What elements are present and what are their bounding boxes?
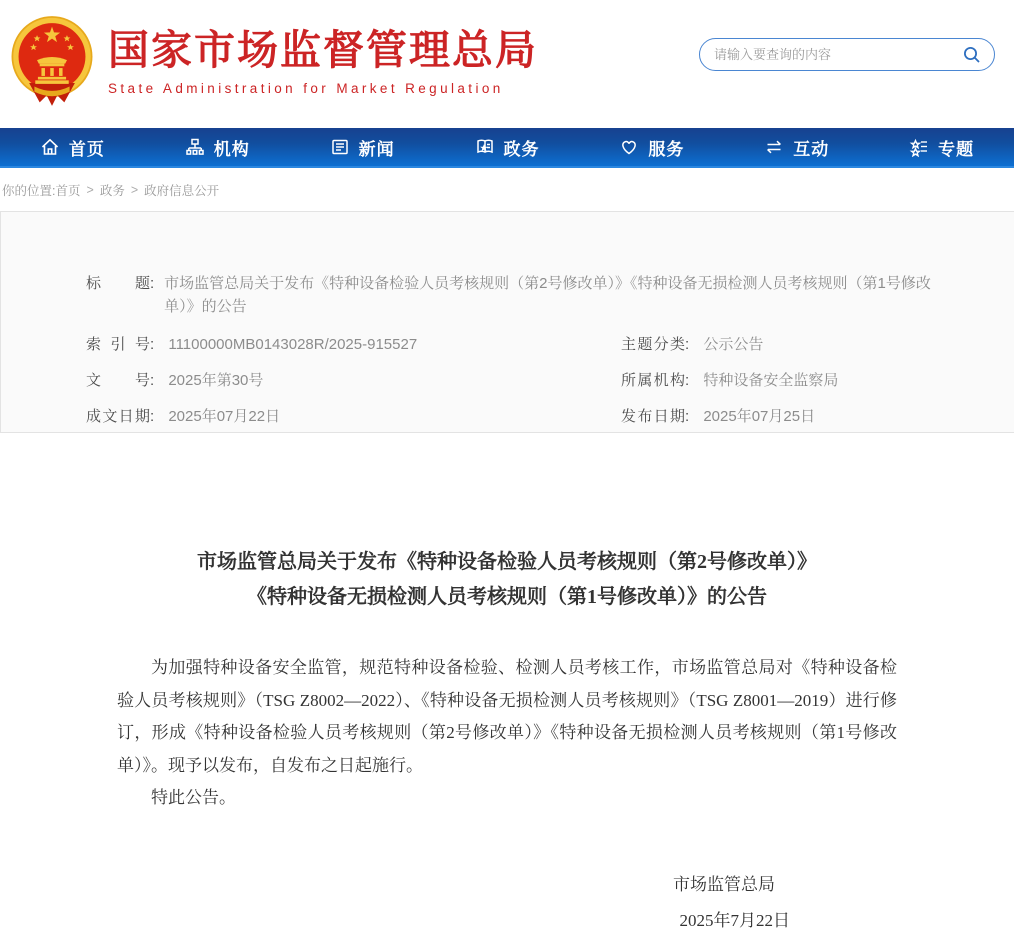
meta-row-title: 标题 : 市场监管总局关于发布《特种设备检验人员考核规则（第2号修改单）》《特种设备无损检测人员考核规则（第1号修改单）》的公告 [86, 272, 954, 318]
meta-value-written-date: 2025年07月22日 [168, 408, 281, 425]
nav-item-home[interactable] [0, 128, 145, 166]
breadcrumb-link-home[interactable]: 首页 [55, 183, 81, 198]
heart-icon [619, 137, 639, 157]
nav-label: 机构 [213, 139, 250, 159]
meta-label-title: 标题 [86, 275, 150, 292]
nav-label: 新闻 [358, 139, 395, 159]
nav-item-services[interactable] [579, 128, 724, 166]
meta-label-index-no: 索引号 [86, 336, 150, 353]
article-body [117, 652, 897, 815]
breadcrumb-prefix: 你的位置: [2, 183, 56, 198]
breadcrumb-separator: > [130, 182, 139, 197]
magnifier-icon [962, 45, 982, 65]
article-title [117, 545, 897, 615]
exchange-arrows-icon [764, 137, 784, 157]
search-button[interactable] [960, 43, 984, 67]
meta-label-topic: 主题分类 [621, 336, 685, 353]
nav-item-gov-affairs[interactable] [435, 128, 580, 166]
article-paragraph: 为加强特种设备安全监管，规范特种设备检验、检测人员考核工作，市场监管总局对《特种设备检验人员考核规则》（TSG Z8002—2022）、《特种设备无损检测人员考核规则》（TSG Z8001—2019）进行修订，形成《特种设备检验人员考核规则（第2号修改单）》《特种设备无损检测人员考核规则（第1号修改单）》。现予以发布，自发布之日起施行。 [117, 658, 897, 775]
article-title-line-1: 市场监管总局关于发布《特种设备检验人员考核规则（第2号修改单）》 [197, 551, 817, 573]
breadcrumb-link-info-disclosure[interactable]: 政府信息公开 [144, 183, 220, 198]
meta-value-index-no: 11100000MB0143028R/2025-915527 [168, 336, 418, 353]
nav-label: 互动 [793, 139, 830, 159]
meta-label-agency: 所属机构 [621, 372, 685, 389]
site-header [0, 0, 1014, 128]
meta-label-publish-date: 发布日期 [621, 408, 685, 425]
breadcrumb-link-gov[interactable]: 政务 [99, 183, 125, 198]
nav-label: 政务 [503, 139, 540, 159]
meta-value-title: 市场监管总局关于发布《特种设备检验人员考核规则（第2号修改单）》《特种设备无损检测人员考核规则（第1号修改单）》的公告 [164, 275, 931, 315]
article-signature [117, 873, 897, 933]
nav-item-interact[interactable] [724, 128, 869, 166]
breadcrumb [0, 168, 1014, 211]
meta-row-3: 成文日期: 2025年07月22日 发布日期: 2025年07月25日 [86, 408, 816, 425]
newspaper-icon [330, 137, 350, 157]
signature-org: 市场监管总局 [673, 874, 775, 894]
gov-affairs-icon [475, 137, 495, 157]
meta-value-doc-no: 2025年第30号 [168, 372, 264, 389]
article-paragraph: 特此公告。 [151, 788, 236, 807]
site-subtitle-en: State Administration for Market Regulation [108, 80, 504, 96]
meta-value-publish-date: 2025年07月25日 [703, 408, 816, 425]
site-title: 国家市场监督管理总局 [108, 26, 538, 73]
meta-label-written-date: 成文日期 [86, 408, 150, 425]
star-list-icon [909, 137, 929, 157]
nav-item-topics[interactable] [869, 128, 1014, 166]
signature-date: 2025年7月22日 [679, 910, 790, 930]
meta-row-1: 索引号: 11100000MB0143028R/2025-915527 主题分类: 公示公告 [86, 336, 764, 353]
article-title-line-2: 《特种设备无损检测人员考核规则（第1号修改单）》的公告 [247, 586, 767, 608]
search-input[interactable] [714, 47, 960, 62]
home-icon [40, 137, 60, 157]
document-meta-panel [0, 211, 1014, 433]
meta-label-doc-no: 文号 [86, 372, 150, 389]
sitemap-icon [185, 137, 205, 157]
nav-item-orgs[interactable] [145, 128, 290, 166]
main-nav [0, 128, 1014, 168]
national-emblem-logo[interactable] [8, 14, 96, 108]
article [117, 433, 897, 933]
meta-value-agency: 特种设备安全监察局 [703, 372, 839, 389]
meta-row-2: 文号: 2025年第30号 所属机构: 特种设备安全监察局 [86, 372, 839, 389]
nav-label: 首页 [68, 139, 105, 159]
site-search [699, 38, 995, 71]
nav-item-news[interactable] [290, 128, 435, 166]
nav-label: 服务 [648, 139, 685, 159]
meta-value-topic: 公示公告 [703, 336, 764, 353]
nav-label: 专题 [938, 139, 975, 159]
breadcrumb-separator: > [86, 182, 94, 197]
